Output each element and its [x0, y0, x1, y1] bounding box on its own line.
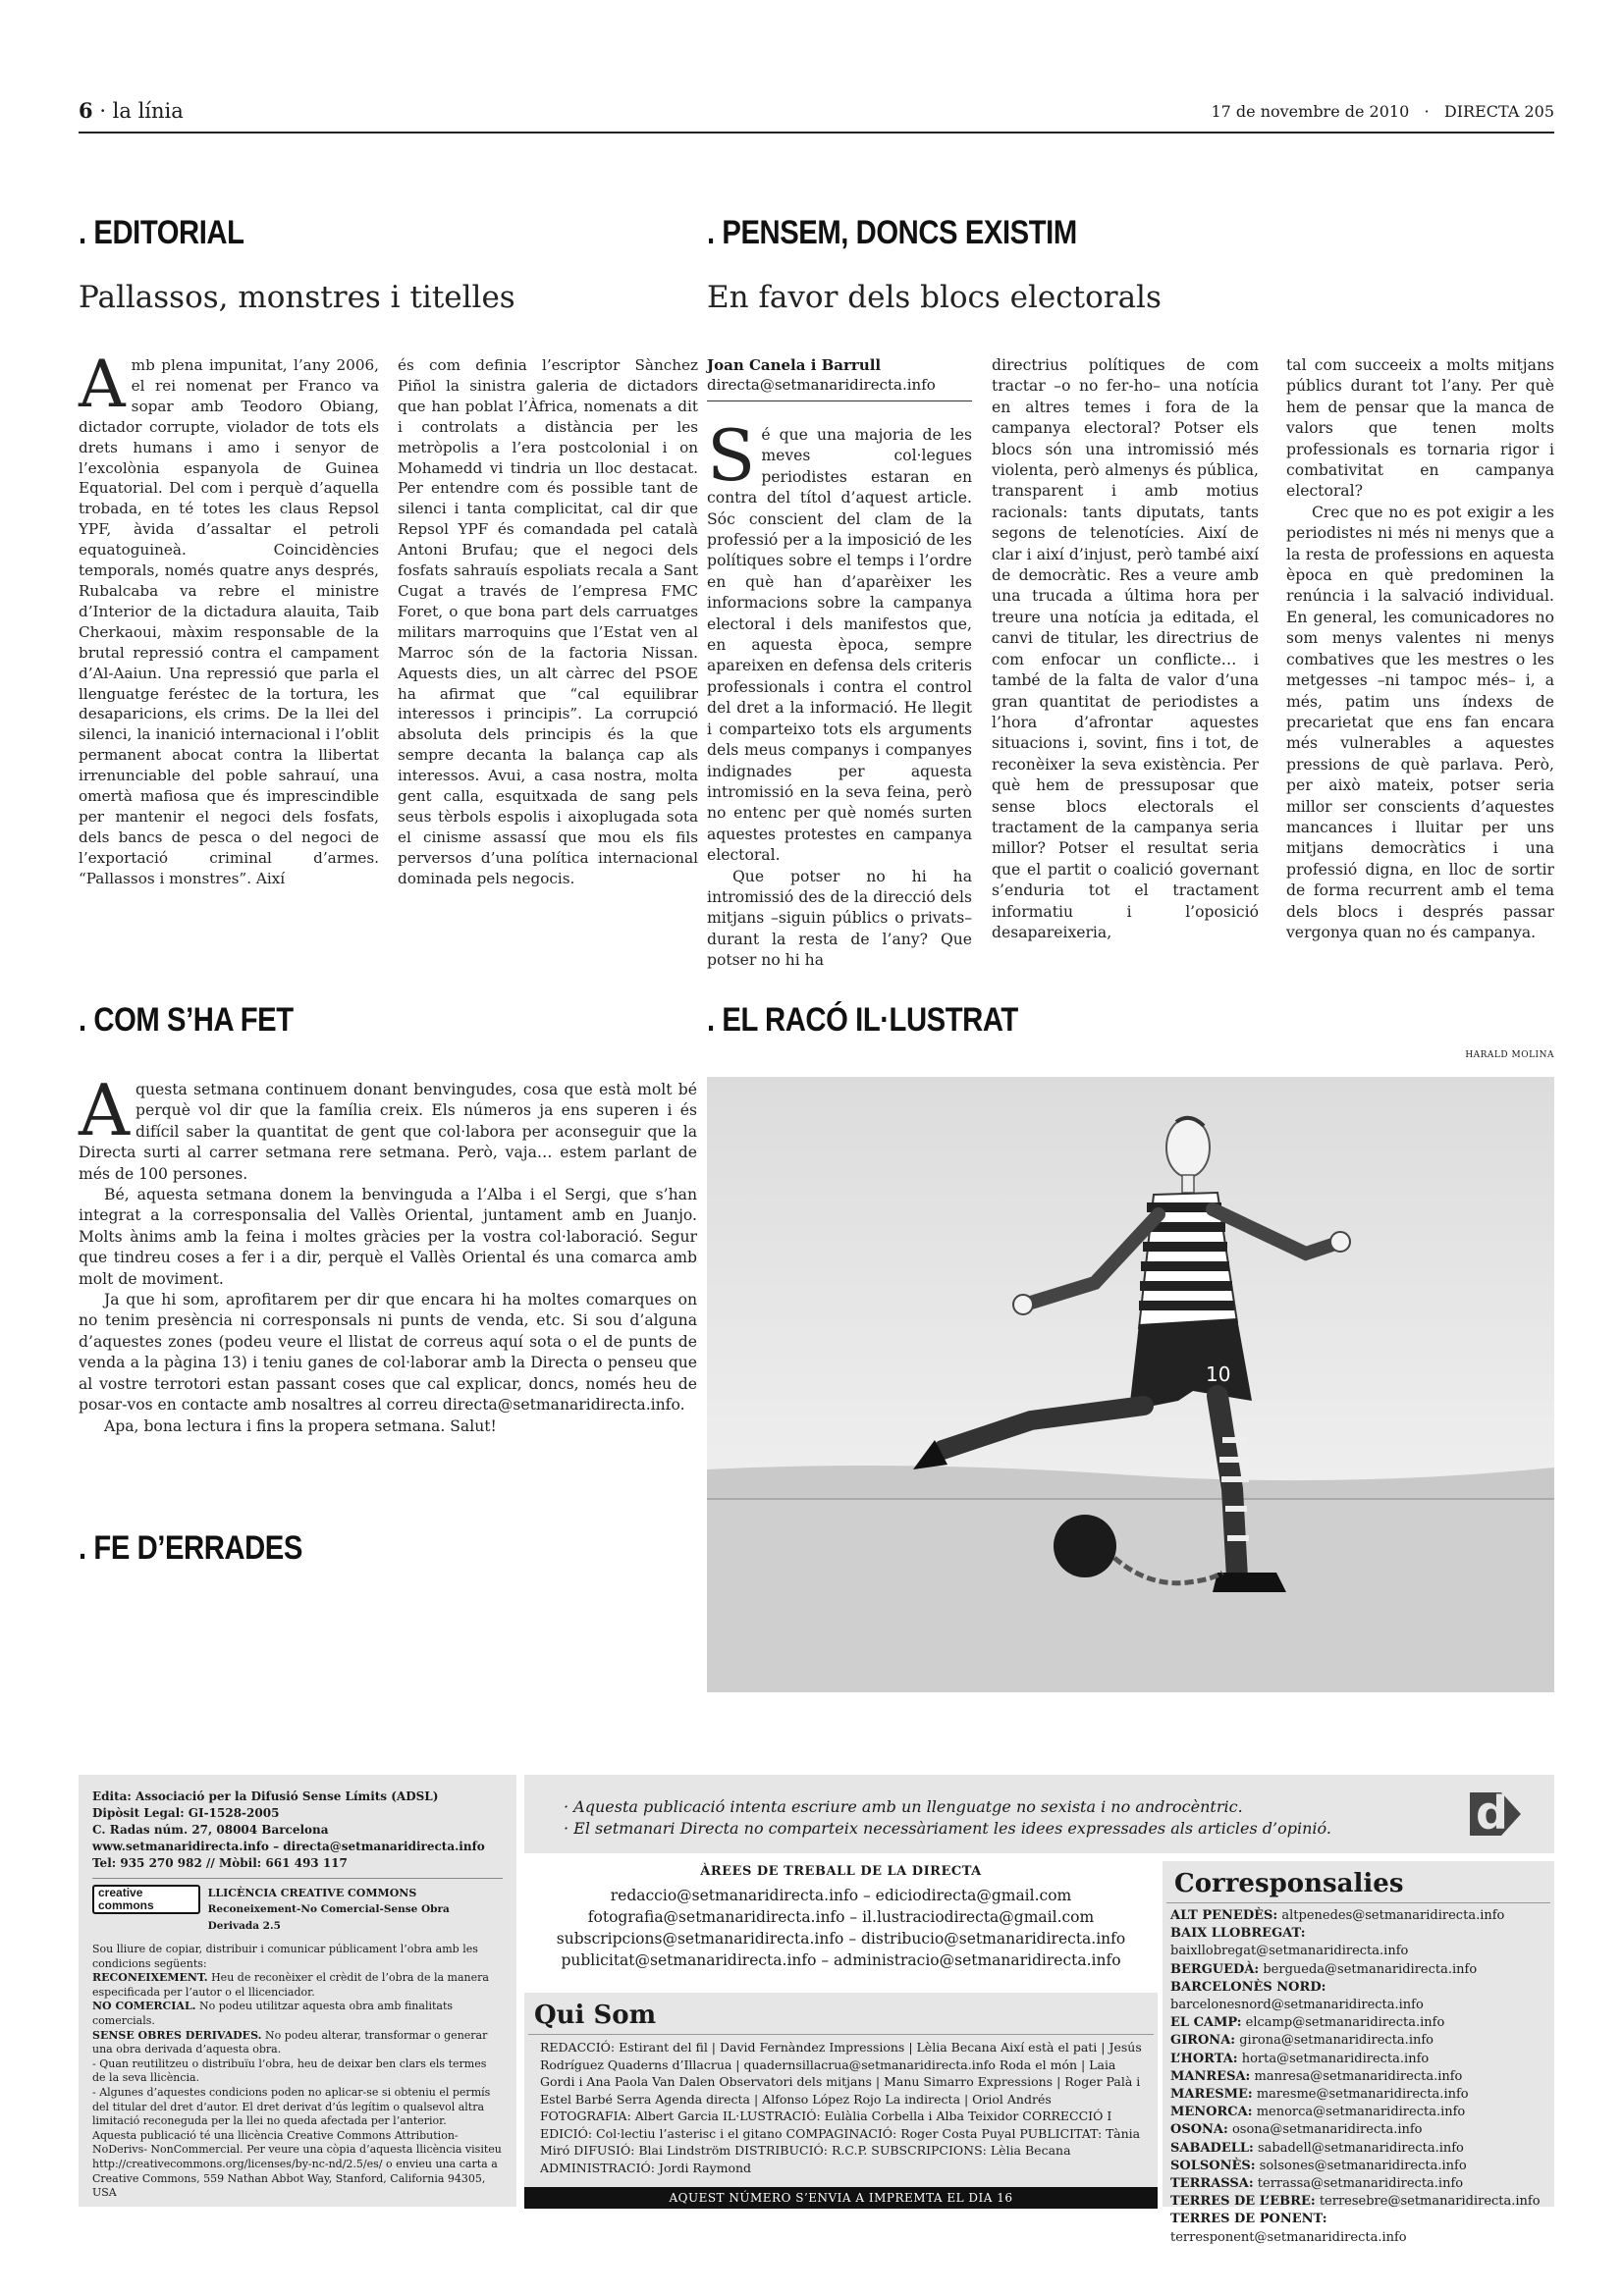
correspondent-item: OSONA: osona@setmanaridirecta.info	[1170, 2122, 1423, 2138]
correspondent-email[interactable]: maresme@setmanaridirecta.info	[1256, 2087, 1469, 2103]
correspondent-item: BERGUEDÀ: bergueda@setmanaridirecta.info	[1170, 1961, 1478, 1977]
comshafet-p1: questa setmana continuem donant benvingudes, cosa que està molt bé perquè vol dir que la família creix. Els números ja ens superen i és difícil saber la quantitat de gent que col·labora per aconseguir que la Directa surti al carrer setmana rere setmana. Però, vaja… estem parlant de més de 100 persones.	[79, 1081, 697, 1183]
work-areas: ÀREES DE TREBALL DE LA DIRECTA redaccio@setmanaridirecta.info – ediciodirecta@gmail.com fotografia@setmanaridirecta.info – il.lustraciodirecta@gmail.com subscripcions@setmanaridirecta.info – distribucio@setmanaridirecta.info publicitat@setmanaridirecta.info – administracio@setmanaridirecta.info	[556, 1864, 1126, 1969]
pensem-heading: . PENSEM, DONCS EXISTIM	[707, 214, 1077, 251]
qui-som-title: Qui Som	[534, 2001, 657, 2030]
correspondent-item: ALT PENEDÈS: altpenedes@setmanaridirecta.info	[1170, 1908, 1505, 1923]
correspondent-email[interactable]: elcamp@setmanaridirecta.info	[1245, 2015, 1445, 2031]
page-number: 6	[79, 98, 93, 123]
pensem-text-1b: Que potser no hi ha intromissió des de la direcció dels mitjans –siguin públics o privats– durant la resta de l’any? Que potser no hi ha	[707, 867, 972, 970]
correspondent-email[interactable]: sabadell@setmanaridirecta.info	[1257, 2140, 1464, 2156]
issue-number: DIRECTA 205	[1443, 102, 1554, 121]
license-intro: Sou lliure de copiar, distribuir i comunicar públicament l’obra amb les condicions següents:	[92, 1943, 478, 1970]
correspondent-item: BAIX LLOBREGAT: baixllobregat@setmanaridirecta.info	[1170, 1926, 1409, 1959]
editorial-text-1: mb plena impunitat, l’any 2006, el rei nomenat per Franco va sopar amb Teodoro Obiang, dictador corrupte, violador de tots els drets humans i amo i senyor de l’excolònia espanyola de Guinea Equatorial. Del com i perquè d’aquella trobada, en té totes les claus Repsol YPF, àvida d’assaltar el petroli equatoguineà. Coincidències temporals, només quatre anys després, Rubalcaba va rebre el ministre d’Interior de la dictadura alauita, Taib Cherkaoui, màxim responsable de la brutal repressió contra el campament d’Al-Aaiun. Una repressió que parla el llenguatge feréstec de la tortura, les desaparicions, els crims. De la llei del silenci, la inanició internacional i l’oblit permanent abocat contra la llibertat irrenunciable del poble sahrauí, una omertà mafiosa que és imprescindible per mantenir el negoci dels fosfats, dels bancs de pesca o del negoci de l’exportació criminal d’armes. “Pallassos i monstres”. Així	[79, 356, 379, 887]
license-title: LLICÈNCIA CREATIVE COMMONS	[207, 1887, 417, 1899]
illustration-credit: HARALD MOLINA	[1465, 1050, 1554, 1060]
correspondent-email[interactable]: terresponent@setmanaridirecta.info	[1170, 2229, 1407, 2245]
correspondent-email[interactable]: terrassa@setmanaridirecta.info	[1257, 2176, 1464, 2192]
fe-derrades-heading: . FE D’ERRADES	[79, 1529, 302, 1567]
note-language: · Aquesta publicació intenta escriure amb un llenguatge no sexista i no androcèntric.	[564, 1797, 1243, 1816]
footballer-chained-illustration	[707, 1077, 1554, 1692]
correspondent-email[interactable]: barcelonesnord@setmanaridirecta.info	[1170, 1998, 1424, 2013]
license-url: Aquesta publicació té una llicència Creative Commons Attribution-NoDerivs- NonCommercial. Per veure una còpia d’aquesta llicència visiteu http://creativecommons.org/licenses/by-nc-nd/2.5/es/ o envieu una carta a Creative Commons, 559 Nathan Abbot Way, Stanford, California 94305, USA	[92, 2128, 502, 2200]
header-separator: ·	[1424, 102, 1430, 121]
correspondent-email[interactable]: osona@setmanaridirecta.info	[1231, 2122, 1423, 2138]
correspondent-email[interactable]: girona@setmanaridirecta.info	[1239, 2033, 1434, 2049]
correspondent-item: TERRES DE L’EBRE: terresebre@setmanaridirecta.info	[1170, 2194, 1541, 2210]
editorial-notes	[524, 1775, 1554, 1853]
creative-commons-logo: creative commons	[92, 1885, 200, 1914]
raco-heading: . EL RACÓ IL·LUSTRAT	[707, 1001, 1018, 1039]
correspondents-title: Corresponsalies	[1166, 1861, 1550, 1903]
correspondent-item: TERRASSA: terrassa@setmanaridirecta.info	[1170, 2176, 1464, 2192]
correspondent-email[interactable]: altpenedes@setmanaridirecta.info	[1281, 1908, 1505, 1923]
license-subtitle: Reconeixement-No Comercial-Sense Obra Derivada 2.5	[207, 1903, 450, 1932]
author-email[interactable]: directa@setmanaridirecta.info	[707, 376, 936, 394]
correspondent-item: L’HORTA: horta@setmanaridirecta.info	[1170, 2051, 1430, 2066]
pensem-column-3	[1286, 355, 1554, 943]
byline	[707, 355, 972, 401]
correspondent-email[interactable]: solsones@setmanaridirecta.info	[1259, 2158, 1467, 2173]
comshafet-p2: Bé, aquesta setmana donem la benvinguda a l’Alba i el Sergi, que s’han integrat a la corresponsalia del Vallès Oriental, juntament amb en Juanjo. Molts ànims amb la feina i moltes gràcies per la vostra col·laboració. Segur que tindreu coses a fer i a dir, perquè el Vallès Oriental és una comarca amb molt de moviment.	[79, 1186, 697, 1288]
author-name: Joan Canela i Barrull	[707, 356, 882, 374]
jersey-number: 10	[1206, 1362, 1231, 1386]
qui-som-credits: REDACCIÓ: Estirant del fil | David Fernàndez Impressions | Lèlia Becana Així està el pati | Jesús Rodríguez Quaderns d’Illacrua | quadernsillacrua@setmanaridirecta.info Roda el món | Laia Gordi i Ana Paola Van Dalen Observatori dels mitjans | Manu Simarro Expressions | Roger Palà i Estel Barbé Serra Agenda directa | Alfonso López Rojo La indirecta | Oriol Andrés FOTOGRAFIA: Albert Garcia IL·LUSTRACIÓ: Eulàlia Corbella i Alba Teixidor CORRECCIÓ I EDICIÓ: Col·lectiu l’asterisc i el gitano COMPAGINACIÓ: Roger Costa Puyal PUBLICITAT: Tània Miró DIFUSIÓ: Blai Lindström DISTRIBUCIÓ: R.C.P. SUBSCRIPCIONS: Lèlia Becana ADMINISTRACIÓ: Jordi Raymond	[528, 2034, 1154, 2180]
comshafet-p4: Apa, bona lectura i fins la propera setmana. Salut!	[104, 1416, 497, 1435]
correspondent-email[interactable]: bergueda@setmanaridirecta.info	[1263, 1961, 1478, 1977]
publisher-info: Edita: Associació per la Difusió Sense Límits (ADSL) Dipòsit Legal: GI-1528-2005 C. Radas núm. 27, 08004 Barcelona www.setmanaridirecta.info – directa@setmanaridirecta.info Tel: 935 270 982 // Mòbil: 661 493 117	[92, 1789, 485, 1870]
print-notice: AQUEST NÚMERO S’ENVIA A IMPREMTA EL DIA 16	[524, 2187, 1158, 2209]
pensem-subtitle: En favor dels blocs electorals	[707, 280, 1162, 315]
correspondent-item: MARESME: maresme@setmanaridirecta.info	[1170, 2087, 1469, 2103]
qui-som-box	[524, 1993, 1158, 2189]
drop-cap: S	[707, 414, 756, 497]
comshafet-p3: Ja que hi som, aprofitarem per dir que encara hi ha moltes comarques on no tenim presència ni corresponsals ni punts de venda, etc. Si sou d’alguna d’aquestes zones (podeu veure el llistat de correus aquí sota o el de punts de venda a la pàgina 13) i teniu ganes de col·laborar amb la Directa o penseu que al vostre terrotori estan passant coses que cal explicar, doncs, només heu de posar-vos en contacte amb nosaltres al correu directa@setmanaridirecta.info.	[79, 1291, 697, 1415]
pensem-column-1	[707, 355, 972, 972]
directa-logo: d	[1462, 1787, 1525, 1842]
drop-cap: A	[79, 1069, 130, 1151]
correspondent-email[interactable]: menorca@setmanaridirecta.info	[1256, 2105, 1466, 2120]
issue-date: 17 de novembre de 2010	[1211, 102, 1410, 121]
correspondents-list	[1163, 1907, 1554, 2247]
drop-cap: A	[79, 347, 126, 422]
correspondent-email[interactable]: terresebre@setmanaridirecta.info	[1319, 2194, 1541, 2210]
correspondent-email[interactable]: horta@setmanaridirecta.info	[1241, 2051, 1430, 2066]
pensem-text-1a: é que una majoria de les meves col·legues periodistes estaran en contra del títol d’aquest article. Sóc conscient del clam de la professió per a la imposició de les polítiques sobre el temps i l’ordre en què han d’aparèixer les informacions sobre la campanya electoral i dels manifestos que, en aquesta època, sempre apareixen en defensa dels criteris professionals i contra el control del dret a la informació. He llegit i comparteixo tots els arguments dels meus companys i companyes indignades per aquesta intromissió en la seva feina, però no entenc per què només surten aquestes protestes en campanya electoral.	[707, 426, 972, 865]
editorial-column-1	[79, 347, 379, 889]
pensem-text-3a: tal com succeeix a molts mitjans públics durant tot l’any. Per què hem de pensar que la manca de valors que tenen molts professionals es tornaria rigor i combativitat en campanya electoral?	[1286, 356, 1554, 501]
correspondent-item: MENORCA: menorca@setmanaridirecta.info	[1170, 2105, 1466, 2120]
pensem-column-2	[992, 355, 1259, 943]
editorial-subtitle: Pallassos, monstres i titelles	[79, 280, 515, 315]
note-opinion: · El setmanari Directa no comparteix necessàriament les idees expressades als articles d’opinió.	[564, 1819, 1331, 1838]
correspondent-item: GIRONA: girona@setmanaridirecta.info	[1170, 2033, 1434, 2049]
publisher-box: Edita: Associació per la Difusió Sense Límits (ADSL) Dipòsit Legal: GI-1528-2005 C. Radas núm. 27, 08004 Barcelona www.setmanaridirecta.info – directa@setmanaridirecta.info Tel: 935 270 982 // Mòbil: 661 493 117 creative commons LLICÈNCIA CREATIVE COMMONS Reconeixement-No Comercial-Sense Obra Derivada 2.5 Sou lliure de copiar, distribuir i comunicar públicament l’obra amb les condicions següents: RECONEIXEMENT. Heu de reconèixer el crèdit de l’obra de la manera especificada per l’autor o el llicenciador. NO COMERCIAL. No podeu utilitzar aquesta obra amb finalitats comercials. SENSE OBRES DERIVADES. No podeu alterar, transformar o generar una obra derivada d’aquesta obra. - Quan reutilitzeu o distribuïu l’obra, heu de deixar ben clars els termes de la seva llicència. - Algunes d’aquestes condicions poden no aplicar-se si obteniu el permís del titular del dret d’autor. El dret derivat d’ús legítim o qualsevol altra limitació reconeguda per la llei no queda afectada per l’anterior. Aquesta publicació té una llicència Creative Commons Attribution-NoDerivs- NonCommercial. Per veure una còpia d’aquesta llicència visiteu http://creativecommons.org/licenses/by-nc-nd/2.5/es/ o envieu una carta a Creative Commons, 559 Nathan Abbot Way, Stanford, California 94305, USA	[79, 1775, 516, 2207]
correspondent-item: MANRESA: manresa@setmanaridirecta.info	[1170, 2068, 1463, 2084]
illustration	[707, 1077, 1554, 1692]
correspondent-item: BARCELONÈS NORD: barcelonesnord@setmanaridirecta.info	[1170, 1979, 1424, 2013]
correspondent-item: EL CAMP: elcamp@setmanaridirecta.info	[1170, 2015, 1445, 2031]
correspondents-box	[1163, 1861, 1554, 2245]
comshafet-heading: . COM S’HA FET	[79, 1001, 294, 1039]
page-header	[79, 96, 1554, 133]
pensem-text-3b: Crec que no es pot exigir a les periodistes ni més ni menys que a la resta de professions en aquesta època en què predominen la renúncia i la salvació individual. En general, les comunicadores no som menys valentes ni menys combatives que les mestres o les metgesses –ni tampoc més– i, a més, patim uns índexs de precarietat que ens fan encara més vulnerables a aquestes pressions de què parlava. Però, per això mateix, potser seria millor ser conscients d’aquestes mancances i lluitar per uns mitjans democràtics i una professió digna, en lloc de sortir de forma recurrent amb el tema dels blocs i després passar vergonya quan no és campanya.	[1286, 503, 1554, 941]
editorial-text-2: és com definia l’escriptor Sànchez Piñol la sinistra galeria de dictadors que han poblat l’Àfrica, nomenats a dit i controlats a distància per les metròpolis a l’era postcolonial i on Mohamedd vi tindria un lloc destacat. Per entendre com és possible tant de silenci i tanta complicitat, cal dir que Repsol YPF és comandada pel català Antoni Brufau; que el negoci dels fosfats sahrauís espoliats recala a Sant Cugat a través de l’empresa FMC Foret, o que bona part dels carruatges militars marroquins que l’Estat ven al Marroc són de la factoria Nissan. Aquests dies, un alt càrrec del PSOE ha afirmat que “cal equilibrar interessos i principis”. La corrupció absoluta dels principis és la que sempre decanta la balança cap als interessos. Avui, a casa nostra, molta gent calla, esquitxada de sang pels seus tèrbols espolis i aixoplugada sota el cinisme assassí que mou els fils perversos d’una política internacional dominada pels negocis.	[398, 356, 698, 887]
editorial-heading: . EDITORIAL	[79, 214, 244, 251]
correspondent-email[interactable]: baixllobregat@setmanaridirecta.info	[1170, 1944, 1409, 1959]
pensem-text-2: directrius polítiques de com tractar –o no fer-ho– una notícia en altres temes i fora de la campanya electoral? Potser els blocs són una intromissió més violenta, però almenys és pública, transparent i amb motius racionals: tants diputats, tants segons de telenotícies. Així de clar i així d’injust, però també així de democràtic. Res a veure amb una trucada a última hora per treure una notícia ja editada, el canvi de titular, les directrius de com enfocar un conflicte… i també de la falta de valor d’una gran quantitat de periodistes a l’hora d’afrontar aquestes situacions i, sovint, fins i tot, de reconèixer la seva existència. Per què hem de pressuposar que sense blocs electorals el tractament de la campanya seria millor? Potser el resultat seria que el partit o coalició governant s’enduria tot el tractament informatiu i l’oposició desapareixeria,	[992, 356, 1259, 941]
correspondent-item: SABADELL: sabadell@setmanaridirecta.info	[1170, 2140, 1464, 2156]
correspondent-email[interactable]: manresa@setmanaridirecta.info	[1254, 2068, 1463, 2084]
comshafet-body	[79, 1069, 697, 1437]
section-name: · la línia	[99, 99, 184, 123]
editorial-column-2	[398, 355, 698, 889]
correspondent-item: TERRES DE PONENT: terresponent@setmanaridirecta.info	[1170, 2212, 1407, 2245]
correspondent-item: SOLSONÈS: solsones@setmanaridirecta.info	[1170, 2158, 1467, 2173]
